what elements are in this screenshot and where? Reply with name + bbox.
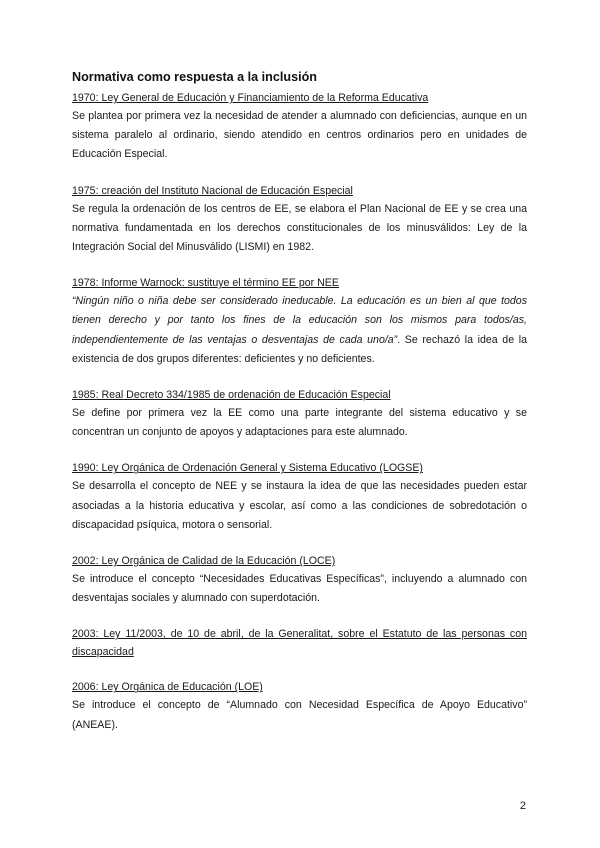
entry-1970 [72,89,527,165]
section-heading: Normativa como respuesta a la inclusión [72,70,317,84]
entry-title: 1985: Real Decreto 334/1985 de ordenación de Educación Especial [72,389,391,402]
entry-text: . Se rechazó la idea de la existencia de dos grupos diferentes: deficientes y no deficientes. [72,333,527,365]
page-number: 2 [519,800,526,812]
entry-title: 1970: Ley General de Educación y Financiamiento de la Reforma Educativa [72,92,429,104]
entry-2003 [72,625,527,661]
entry-title: 1990: Ley Orgánica de Ordenación General y Sistema Educativo (LOGSE) [72,462,423,475]
entry-title: 1975: creación del Instituto Nacional de Educación Especial [72,184,353,197]
entry-title: 2003: Ley 11/2003, de 10 de abril, de la Generalitat, sobre el Estatuto de las personas con discapacidad [72,628,527,659]
entry-text: Se desarrolla el concepto de NEE y se instaura la idea de que las necesidades pueden estar asociadas a la historia educativa y escolar, así como a las condiciones de sobredotación o discapacidad psíquica, motora o sensorial. [72,480,527,531]
entry-1985 [72,386,527,442]
entry-1990 [72,459,527,535]
entry-text: Se introduce el concepto de “Alumnado con Necesidad Específica de Apoyo Educativo” (ANEAE). [72,699,527,731]
entry-text: Se define por primera vez la EE como una parte integrante del sistema educativo y se concentran un conjunto de apoyos y adaptaciones para este alumnado. [72,407,527,439]
document-page [72,70,527,752]
entry-text: Se introduce el concepto “Necesidades Educativas Específicas”, incluyendo a alumnado con desventajas sociales y alumnado con superdotación. [72,573,527,605]
warnock-quote: “Ningún niño o niña debe ser considerado ineducable. La educación es un bien al que todos tienen derecho y por tanto los fines de la educación son los mismos para todos/as, independientemente de las ventajas o desventajas de cada uno/a” [72,295,527,346]
entry-title: 2002: Ley Orgánica de Calidad de la Educación (LOCE) [72,555,336,568]
entry-title: 2006: Ley Orgánica de Educación (LOE) [72,681,263,694]
entry-1975 [72,182,527,258]
entry-2006 [72,678,527,734]
entry-title: 1978: Informe Warnock: sustituye el término EE por NEE [72,277,339,290]
entry-text: Se regula la ordenación de los centros de EE, se elabora el Plan Nacional de EE y se crea una normativa fundamentada en los derechos constitucionales de los minusválidos: Ley de la Integración Social del Minusválido (LISMI) en 1982. [72,202,527,254]
entry-text: Se plantea por primera vez la necesidad de atender a alumnado con deficiencias, aunque en un sistema paralelo al ordinario, siendo atendido en centros ordinarios pero en unidades de Educación Especial. [72,110,527,161]
entry-1978 [72,274,527,369]
entry-2002 [72,552,527,608]
entry-text-with-quote [72,292,527,369]
